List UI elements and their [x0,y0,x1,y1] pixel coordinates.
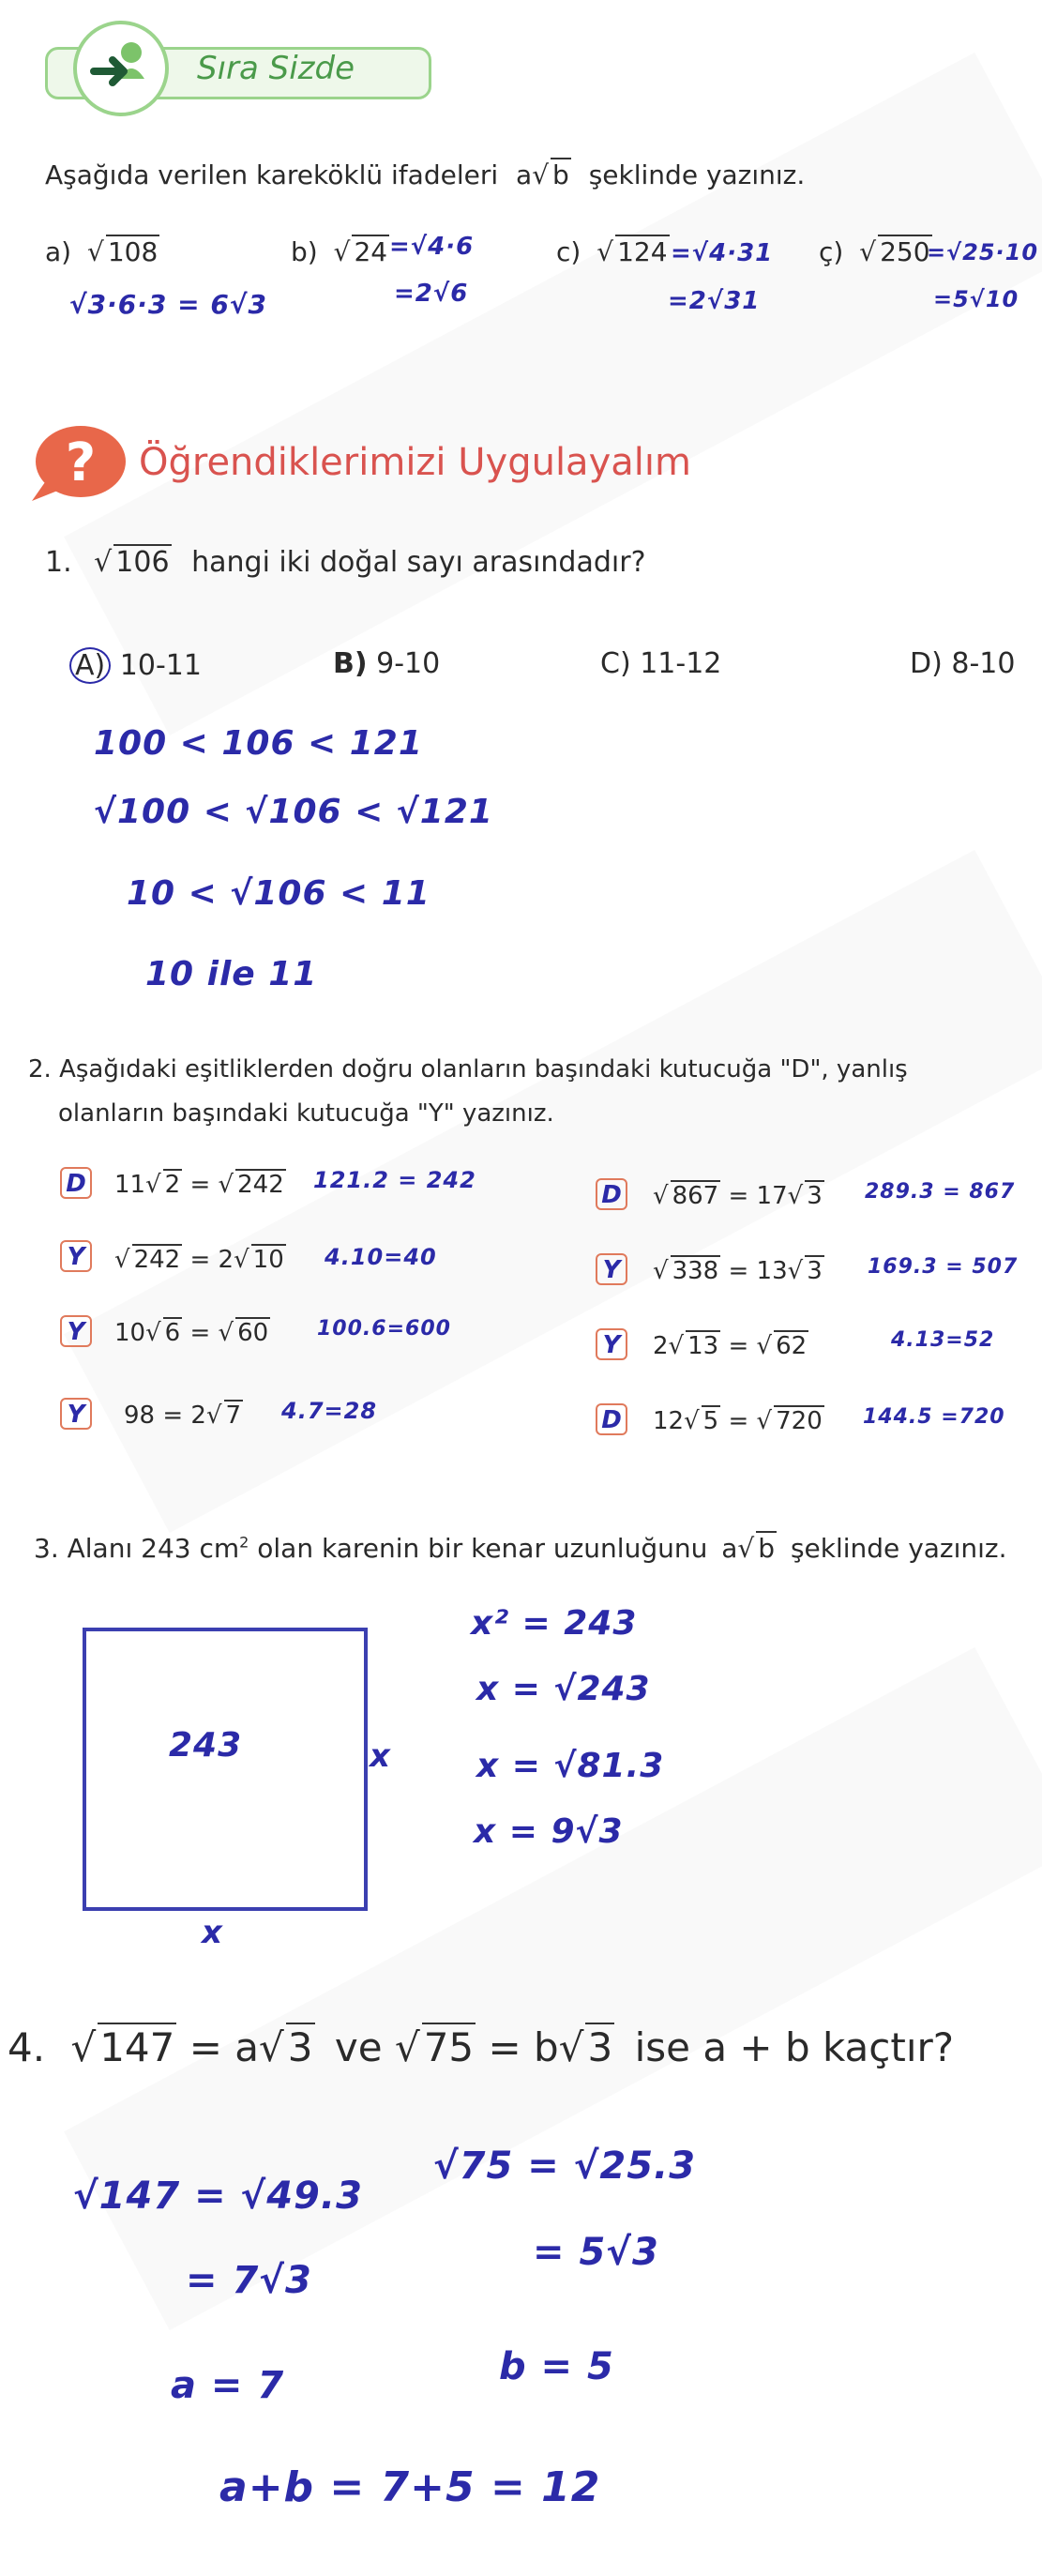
q4-final: a+b = 7+5 = 12 [219,2463,601,2511]
q3-form-a: a [721,1533,738,1564]
expr-r2: 3 [807,1257,823,1285]
q2-left-work-1: 121.2 = 242 [313,1167,476,1193]
q4-work-left-1: √147 = √49.3 [73,2174,363,2218]
expr-r1: 242 [133,1246,181,1274]
form-b: b [552,159,569,190]
expr-r1: 7 [225,1402,242,1430]
q3-bottom-x: x [202,1914,223,1951]
option-letter: A) [69,647,111,684]
option-value: 9-10 [376,647,441,680]
intro-item-cc-work1: =√25·10 [927,239,1039,265]
sira-sizde-icon [73,21,169,116]
q2-left-box-3[interactable]: Y [60,1315,92,1347]
expr-a: 2 [653,1332,669,1360]
q4-work-left-2: = 7√3 [186,2259,312,2302]
expr-a: 10 [114,1319,146,1347]
q1-text: 1. √ 106 hangi iki doğal sayı arasındadır? [45,546,646,579]
q4-text: 4. √147 = a√3 ve √75 = b√3 ise a + b kaçtır? [8,2024,955,2070]
section-title: Öğrendiklerimizi Uygulayalım [139,441,691,484]
expr-eq: = [189,1319,211,1347]
q4-tail: ise a + b kaçtır? [634,2024,955,2070]
q2-right-box-1[interactable]: D [596,1178,627,1210]
q2-text-2: olanların başındaki kutucuğa "Y" yazınız. [58,1099,554,1128]
q2-right-work-4: 144.5 =720 [863,1405,1005,1429]
expr-eq: = [728,1407,749,1435]
q4-r2: 3 [287,2024,313,2070]
q2-left-work-2: 4.10=40 [325,1244,437,1270]
q2-right-expr-3: 2√ 13 = √ 62 [653,1332,808,1360]
item-label: b) [291,236,318,267]
q2-right-box-4[interactable]: D [596,1403,627,1435]
q3-work-2: x = √243 [476,1670,651,1708]
q2-left-expr-1: 11√ 2 = √ 242 [114,1171,284,1199]
item-label: ç) [819,236,844,267]
q2-right-work-2: 169.3 = 507 [868,1255,1019,1279]
expr-eq: = [189,1171,211,1199]
q3-side-x: x [370,1737,391,1775]
expr-r1: 5 [702,1407,719,1435]
expr-r2: 3 [807,1182,823,1210]
expr-r1: 13 [687,1332,719,1360]
q3-square [83,1628,368,1911]
q4-work-left-3: a = 7 [171,2364,285,2407]
q3-form-b: b [758,1533,776,1564]
instruction-text: Aşağıda verilen kareköklü ifadeleri [45,159,499,190]
q2-right-expr-4: 12√ 5 = √ 720 [653,1407,823,1435]
option-letter: C) [600,647,631,680]
intro-item-cc-work2: =5√10 [933,286,1019,312]
expr-r1: 338 [672,1257,719,1285]
q1-option-a[interactable] [69,647,202,684]
item-radicand: 108 [107,236,159,267]
q3-text-pre: Alanı 243 cm [67,1533,240,1564]
q2-left-box-4[interactable]: Y [60,1398,92,1430]
item-label: c) [556,236,581,267]
q2-right-box-2[interactable]: Y [596,1253,627,1285]
expr-eq: = 2 [189,1246,234,1274]
q4-number: 4. [8,2024,46,2070]
q1-option-c[interactable] [600,647,721,680]
q4-r4: 3 [587,2024,613,2070]
q3-square-label: 243 [169,1726,243,1765]
q2-number: 2. [28,1055,52,1083]
expr-r2: 720 [776,1407,823,1435]
q3-work-4: x = 9√3 [474,1812,624,1851]
q2-instruction: Aşağıdaki eşitliklerden doğru olanların başındaki kutucuğa "D", yanlış [59,1055,908,1083]
question-icon [26,424,128,505]
expr-r2: 10 [252,1246,284,1274]
expr-r2: 242 [237,1171,284,1199]
q1-number: 1. [45,546,72,579]
q2-text-1 [28,1055,908,1083]
expr-a: 12 [653,1407,685,1435]
q1-question: hangi iki doğal sayı arasındadır? [191,546,646,579]
expr-eq: = 13 [728,1257,788,1285]
q2-left-expr-3: 10√ 6 = √ 60 [114,1319,269,1347]
intro-instruction: Aşağıda verilen kareköklü ifadeleri a√ b şeklinde yazınız. [45,159,806,190]
form-a: a [516,159,533,190]
expr-r2: 60 [237,1319,269,1347]
q2-right-expr-2: √ 338 = 13√ 3 [653,1257,823,1285]
q1-work-1: 100 < 106 < 121 [94,724,423,763]
item-radicand: 124 [617,236,668,267]
q3-text-mid: olan karenin bir kenar uzunluğunu [257,1533,708,1564]
expr-eq: = 17 [728,1182,788,1210]
q1-option-b[interactable] [333,647,440,680]
item-label: a) [45,236,72,267]
q2-right-expr-1: √ 867 = 17√ 3 [653,1182,823,1210]
q3-number: 3. [34,1533,59,1564]
expr-r2: 62 [776,1332,808,1360]
intro-item-a-work: √3·6·3 = 6√3 [69,289,267,320]
q3-work-1: x² = 243 [471,1604,638,1643]
intro-item-c-work2: =2√31 [668,287,761,315]
intro-item-c-work1: =√4·31 [671,239,774,267]
intro-item-a: a) √ 108 [45,236,159,267]
q4-eq2: = b [488,2024,559,2070]
q4-work-right-1: √75 = √25.3 [433,2144,697,2188]
item-radicand: 24 [354,236,388,267]
expr-r1: 2 [164,1171,181,1199]
intro-item-b-work2: =2√6 [394,280,469,308]
expr-r1: 6 [164,1319,181,1347]
q2-left-expr-2: √ 242 = 2√ 10 [114,1246,284,1274]
expr-a: 11 [114,1171,146,1199]
intro-item-b: b) √ 24 [291,236,388,267]
item-radicand: 250 [880,236,930,267]
q2-left-box-1[interactable]: D [60,1167,92,1199]
option-value: 10-11 [119,649,202,682]
intro-item-c: c) √ 124 [556,236,668,267]
q4-r3: 75 [423,2024,475,2070]
option-letter: B) [333,647,368,680]
q1-work-4: 10 ile 11 [145,955,318,993]
q2-right-work-3: 4.13=52 [891,1328,995,1352]
q1-work-3: 10 < √106 < 11 [127,874,430,913]
expr-a: 98 = 2 [124,1402,206,1430]
q1-option-d[interactable] [910,647,1015,680]
q2-right-box-3[interactable]: Y [596,1328,627,1360]
expr-eq: = [728,1332,749,1360]
sira-sizde-title: Sıra Sizde [197,50,355,87]
q3-text-end: şeklinde yazınız. [790,1533,1007,1564]
q4-work-right-3: b = 5 [499,2345,614,2388]
q2-left-work-3: 100.6=600 [317,1317,451,1341]
option-value: 8-10 [951,647,1016,680]
q4-work-right-2: = 5√3 [533,2231,659,2274]
expr-r1: 867 [672,1182,719,1210]
q2-left-expr-4: 98 = 2√ 7 [124,1402,242,1430]
q2-right-work-1: 289.3 = 867 [865,1180,1016,1204]
intro-item-cc: ç) √ 250 [819,236,930,267]
q1-work-2: √100 < √106 < √121 [94,793,493,831]
watermark-band [64,53,1042,735]
intro-item-b-work1: =√4·6 [389,233,475,261]
q2-left-box-2[interactable]: Y [60,1240,92,1272]
instruction-end: şeklinde yazınız. [588,159,806,190]
q4-r1: 147 [99,2024,175,2070]
option-letter: D) [910,647,943,680]
option-value: 11-12 [640,647,722,680]
q1-radicand: 106 [115,546,170,579]
q3-text: 3. Alanı 243 $cm^2$ olan karenin bir kenar uzunluğunu a√ b şeklinde yazınız. [34,1533,1007,1564]
q3-work-3: x = √81.3 [476,1747,665,1785]
q4-ve: ve [334,2024,383,2070]
q3-sup: 2 [239,1533,249,1552]
svg-text:?: ? [65,432,97,493]
q4-eq1: = a [189,2024,260,2070]
q2-left-work-4: 4.7=28 [281,1398,378,1424]
